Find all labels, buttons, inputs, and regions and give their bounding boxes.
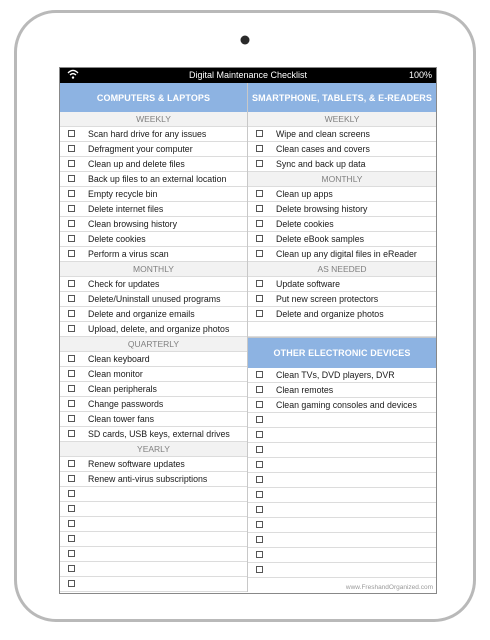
checkbox[interactable]	[256, 551, 263, 558]
checkbox[interactable]	[68, 550, 75, 557]
checkbox[interactable]	[68, 175, 75, 182]
checklist-item[interactable]	[60, 577, 247, 592]
checkbox[interactable]	[256, 521, 263, 528]
checklist-item-label: Clean up apps	[276, 189, 333, 199]
checkbox[interactable]	[68, 190, 75, 197]
checkbox[interactable]	[68, 160, 75, 167]
checklist-item-label: Clean peripherals	[88, 384, 157, 394]
checkbox[interactable]	[256, 491, 263, 498]
computers-header: COMPUTERS & LAPTOPS	[60, 83, 247, 112]
checklist-item-label: Clean monitor	[88, 369, 143, 379]
checkbox[interactable]	[256, 431, 263, 438]
checkbox[interactable]	[256, 536, 263, 543]
checklist-item-label: Clean TVs, DVD players, DVR	[276, 370, 395, 380]
checkbox[interactable]	[256, 190, 263, 197]
checklist-item[interactable]	[60, 292, 247, 307]
checklist-item[interactable]	[248, 443, 436, 458]
checklist-item[interactable]	[248, 503, 436, 518]
checklist-item[interactable]	[248, 307, 436, 322]
checkbox[interactable]	[68, 535, 75, 542]
checklist-item-label: Delete and organize emails	[88, 309, 195, 319]
checklist-item[interactable]	[248, 202, 436, 217]
checklist-item[interactable]	[60, 157, 247, 172]
checkbox[interactable]	[68, 355, 75, 362]
checklist-item[interactable]	[60, 232, 247, 247]
checklist-item[interactable]	[60, 277, 247, 292]
checklist-item[interactable]	[60, 247, 247, 262]
checklist-item[interactable]	[248, 217, 436, 232]
checklist-item[interactable]	[248, 563, 436, 578]
section-label: AS NEEDED	[248, 262, 436, 277]
checklist-item-label: Check for updates	[88, 279, 160, 289]
checkbox[interactable]	[256, 310, 263, 317]
checklist-item-label: Sync and back up data	[276, 159, 366, 169]
checklist-item[interactable]	[248, 548, 436, 563]
checkbox[interactable]	[256, 145, 263, 152]
checkbox[interactable]	[68, 475, 75, 482]
checklist-item-label: Scan hard drive for any issues	[88, 129, 207, 139]
checklist-item[interactable]	[248, 127, 436, 142]
checklist-item-label: Update software	[276, 279, 341, 289]
checklist-item-label: Delete internet files	[88, 204, 164, 214]
checklist-item[interactable]	[60, 127, 247, 142]
section-label: WEEKLY	[60, 112, 247, 127]
checkbox[interactable]	[68, 415, 75, 422]
checklist-item-label: Delete eBook samples	[276, 234, 365, 244]
checklist-item[interactable]	[60, 142, 247, 157]
checkbox[interactable]	[256, 476, 263, 483]
checklist-item[interactable]	[60, 457, 247, 472]
checklist-item[interactable]	[60, 352, 247, 367]
checklist-item-label: Clean up and delete files	[88, 159, 185, 169]
section-label: MONTHLY	[248, 172, 436, 187]
computers-column	[60, 83, 248, 592]
checklist-item-label: Empty recycle bin	[88, 189, 158, 199]
checkbox[interactable]	[256, 250, 263, 257]
checkbox[interactable]	[68, 205, 75, 212]
checklist-item[interactable]	[60, 202, 247, 217]
checkbox[interactable]	[68, 430, 75, 437]
checklist-item-label: Renew anti-virus subscriptions	[88, 474, 208, 484]
section-label: MONTHLY	[60, 262, 247, 277]
checklist-item[interactable]	[248, 157, 436, 172]
checkbox[interactable]	[68, 460, 75, 467]
checklist-item[interactable]	[60, 562, 247, 577]
checklist-item[interactable]	[248, 187, 436, 202]
checkbox[interactable]	[256, 416, 263, 423]
checkbox[interactable]	[68, 505, 75, 512]
checkbox[interactable]	[68, 370, 75, 377]
checklist-item[interactable]	[248, 458, 436, 473]
checkbox[interactable]	[68, 310, 75, 317]
checklist-item-label: Clean up any digital files in eReader	[276, 249, 417, 259]
section-label: YEARLY	[60, 442, 247, 457]
checkbox[interactable]	[68, 250, 75, 257]
checklist-item[interactable]	[60, 487, 247, 502]
checklist-item-label: Wipe and clean screens	[276, 129, 370, 139]
checklist-item[interactable]	[60, 517, 247, 532]
checklist-item[interactable]	[248, 383, 436, 398]
checklist-item-label: Clean cases and covers	[276, 144, 370, 154]
checklist-item-label: Perform a virus scan	[88, 249, 169, 259]
checklist-item[interactable]	[248, 247, 436, 262]
checklist-item-label: Delete cookies	[88, 234, 146, 244]
checkbox[interactable]	[256, 130, 263, 137]
checkbox[interactable]	[68, 400, 75, 407]
checklist-item[interactable]	[248, 368, 436, 383]
checklist-item-label: Clean browsing history	[88, 219, 177, 229]
checklist-item[interactable]	[60, 307, 247, 322]
status-title: Digital Maintenance Checklist	[188, 70, 308, 80]
checklist-item-label: Clean tower fans	[88, 414, 155, 424]
checklist-item[interactable]	[60, 427, 247, 442]
checklist-item[interactable]	[60, 187, 247, 202]
checklist-item[interactable]	[248, 398, 436, 413]
checkbox[interactable]	[68, 490, 75, 497]
checkbox[interactable]	[256, 295, 263, 302]
checkbox[interactable]	[68, 325, 75, 332]
checkbox[interactable]	[68, 295, 75, 302]
checkbox[interactable]	[256, 566, 263, 573]
checklist-item[interactable]	[60, 217, 247, 232]
checkbox[interactable]	[68, 235, 75, 242]
checkbox[interactable]	[256, 280, 263, 287]
checklist-item[interactable]	[60, 547, 247, 562]
checklist-item[interactable]	[248, 518, 436, 533]
checklist-item-label: Clean gaming consoles and devices	[276, 400, 417, 410]
checkbox[interactable]	[68, 220, 75, 227]
checklist-item-label: Clean keyboard	[88, 354, 150, 364]
checklist-item[interactable]	[248, 277, 436, 292]
other-devices-header: OTHER ELECTRONIC DEVICES	[248, 337, 436, 368]
checkbox[interactable]	[68, 565, 75, 572]
checkbox[interactable]	[68, 520, 75, 527]
checkbox[interactable]	[256, 401, 263, 408]
battery-level: 100%	[408, 70, 432, 80]
checkbox[interactable]	[256, 386, 263, 393]
checkbox[interactable]	[256, 220, 263, 227]
checklist-item-label: Delete cookies	[276, 219, 334, 229]
checklist-item-label: SD cards, USB keys, external drives	[88, 429, 230, 439]
checklist-item[interactable]	[60, 472, 247, 487]
tablet-screen	[59, 67, 437, 594]
checkbox[interactable]	[68, 385, 75, 392]
checkbox[interactable]	[256, 506, 263, 513]
section-label: QUARTERLY	[60, 337, 247, 352]
checklist-item[interactable]	[60, 397, 247, 412]
footer-url: www.FreshandOrganized.com	[345, 584, 433, 591]
devices-column	[248, 83, 436, 592]
checkbox[interactable]	[256, 371, 263, 378]
checklist-item-label: Change passwords	[88, 399, 164, 409]
checkbox[interactable]	[256, 461, 263, 468]
checklist-item-label: Upload, delete, and organize photos	[88, 324, 230, 334]
checkbox[interactable]	[256, 160, 263, 167]
checkbox[interactable]	[68, 280, 75, 287]
checklist-item[interactable]	[60, 322, 247, 337]
checklist-item-label: Defragment your computer	[88, 144, 193, 154]
checklist-item-label: Renew software updates	[88, 459, 185, 469]
checklist-item-label: Back up files to an external location	[88, 174, 227, 184]
checklist-item[interactable]	[60, 382, 247, 397]
checklist-item[interactable]	[248, 473, 436, 488]
checklist-item[interactable]	[60, 502, 247, 517]
checklist-item[interactable]	[248, 533, 436, 548]
devices-header: SMARTPHONE, TABLETS, & E-READERS	[248, 83, 436, 112]
checklist-item-label: Clean remotes	[276, 385, 334, 395]
checkbox[interactable]	[68, 580, 75, 587]
checklist-item[interactable]	[60, 532, 247, 547]
checklist-item[interactable]	[248, 488, 436, 503]
section-label: WEEKLY	[248, 112, 436, 127]
checklist-item[interactable]	[248, 232, 436, 247]
checkbox[interactable]	[68, 145, 75, 152]
checklist-item-label: Delete browsing history	[276, 204, 368, 214]
checkbox[interactable]	[256, 205, 263, 212]
checklist-item[interactable]	[60, 412, 247, 427]
blank-row	[248, 322, 436, 337]
checklist-item[interactable]	[248, 428, 436, 443]
checklist-item[interactable]	[248, 142, 436, 157]
checkbox[interactable]	[256, 446, 263, 453]
checklist-item[interactable]	[248, 292, 436, 307]
checkbox[interactable]	[68, 130, 75, 137]
checklist-item-label: Delete/Uninstall unused programs	[88, 294, 221, 304]
checklist-item-label: Delete and organize photos	[276, 309, 384, 319]
checklist-item[interactable]	[60, 172, 247, 187]
camera-icon	[241, 36, 250, 45]
checklist-item-label: Put new screen protectors	[276, 294, 379, 304]
status-bar	[60, 68, 436, 83]
checklist-item[interactable]	[248, 413, 436, 428]
checkbox[interactable]	[256, 235, 263, 242]
checklist-item[interactable]	[60, 367, 247, 382]
